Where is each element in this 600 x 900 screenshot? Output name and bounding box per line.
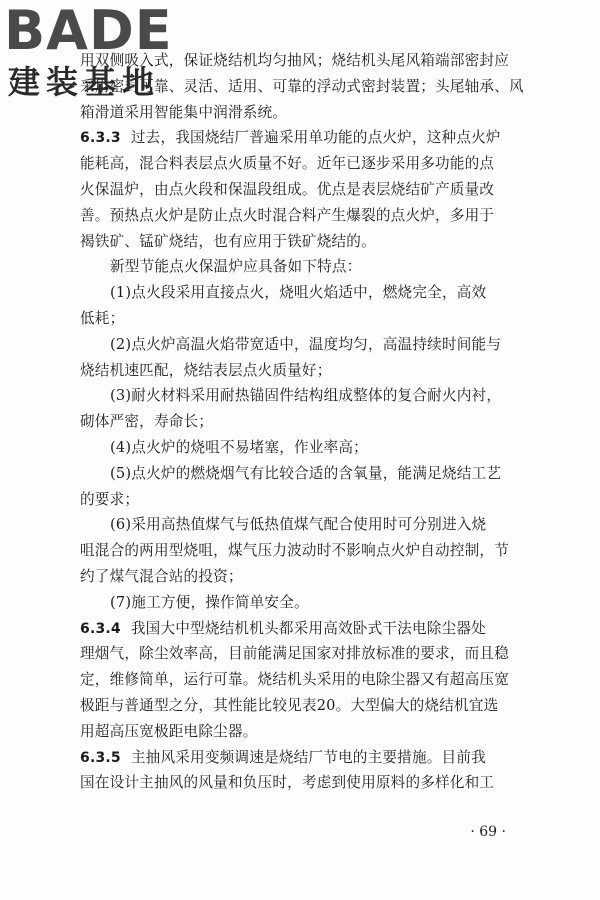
text-line — [80, 487, 532, 513]
line-text: (4)点火炉的烧咀不易堵塞，作业率高； — [110, 438, 368, 456]
line-text: 用双侧吸入式，保证烧结机均匀抽风；烧结机头尾风箱端部密封应 — [80, 52, 510, 69]
line-text: 采用密封可靠、灵活、适用、可靠的浮动式密封装置；头尾轴承、风 — [80, 77, 524, 95]
line-text: 砌体严密，寿命长； — [80, 413, 214, 431]
text-line — [80, 306, 532, 332]
line-text: 国在设计主抽风的风量和负压时，考虑到使用原料的多样化和工 — [80, 774, 495, 792]
line-text: 定，维修简单，运行可靠。烧结机头采用的电除尘器又有超高压宽 — [80, 671, 510, 689]
text-line — [80, 512, 532, 538]
text-line — [80, 409, 532, 435]
text-line — [80, 461, 532, 487]
text-line — [80, 332, 532, 358]
text-line — [80, 641, 532, 667]
text-line — [80, 125, 532, 151]
line-text: 新型节能点火保温炉应具备如下特点： — [110, 258, 362, 276]
section-number: 6.3.3 — [80, 130, 121, 147]
line-text: 火保温炉，由点火段和保温段组成。优点是表层烧结矿产质量改 — [80, 180, 495, 198]
page-number: · 69 · — [470, 824, 506, 840]
body-text — [80, 48, 532, 796]
line-text: 能耗高，混合料表层点火质量不好。近年已逐步采用多功能的点 — [80, 155, 495, 173]
text-line — [80, 254, 532, 280]
text-line — [80, 177, 532, 203]
line-text: 用超高压宽极距电除尘器。 — [80, 722, 258, 740]
line-text: 善。预热点火炉是防止点火时混合料产生爆裂的点火炉，多用于 — [80, 206, 495, 224]
text-line — [80, 435, 532, 461]
watermark-logo — [4, 0, 184, 104]
text-line — [80, 383, 532, 409]
text-line — [80, 229, 532, 255]
section-number: 6.3.4 — [80, 620, 121, 637]
line-text: (6)采用高热值煤气与低热值煤气配合使用时可分别进入烧 — [110, 516, 487, 534]
line-text: (2)点火炉高温火焰带宽适中，温度均匀，高温持续时间能与 — [110, 335, 502, 353]
text-line — [80, 151, 532, 177]
text-line — [80, 770, 532, 796]
line-text: (5)点火炉的燃烧烟气有比较合适的含氧量，能满足烧结工艺 — [110, 464, 502, 482]
line-text: (7)施工方便，操作简单安全。 — [110, 593, 309, 611]
watermark-subtitle: 建装基地 — [8, 63, 161, 101]
line-text: 极距与普通型之分，其性能比较见表20。大型偏大的烧结机宜选 — [80, 696, 499, 714]
text-line — [80, 358, 532, 384]
line-text: 约了煤气混合站的投资； — [80, 567, 243, 585]
line-text: 的要求； — [80, 490, 140, 508]
line-text: 咀混合的两用型烧咀，煤气压力波动时不影响点火炉自动控制，节 — [80, 542, 510, 560]
line-text: 箱滑道采用智能集中润滑系统。 — [80, 103, 288, 121]
line-text: 低耗； — [80, 309, 125, 327]
line-text: (1)点火段采用直接点火，烧咀火焰适中，燃烧完全，高效 — [110, 284, 487, 302]
watermark-brand: BADE — [4, 0, 173, 62]
line-text: 烧结机速匹配，烧结表层点火质量好； — [80, 361, 332, 379]
text-line — [80, 280, 532, 306]
text-line — [80, 616, 532, 642]
text-line — [80, 745, 532, 771]
text-line — [80, 590, 532, 616]
text-line — [80, 667, 532, 693]
line-text: (3)耐火材料采用耐热锚固件结构组成整体的复合耐火内衬， — [110, 387, 502, 405]
line-text: 褐铁矿、锰矿烧结，也有应用于铁矿烧结的。 — [80, 232, 376, 250]
text-line — [80, 719, 532, 745]
text-line — [80, 693, 532, 719]
text-line — [80, 538, 532, 564]
line-text: 过去，我国烧结厂普遍采用单功能的点火炉，这种点火炉 — [130, 129, 501, 147]
section-number: 6.3.5 — [80, 749, 121, 766]
line-text: 理烟气，除尘效率高，目前能满足国家对排放标准的要求，而且稳 — [80, 645, 510, 663]
line-text: 主抽风采用变频调速是烧结厂节电的主要措施。目前我 — [130, 748, 486, 766]
text-line — [80, 564, 532, 590]
line-text: 我国大中型烧结机机头都采用高效卧式干法电除尘器处 — [130, 619, 486, 637]
text-line — [80, 203, 532, 229]
